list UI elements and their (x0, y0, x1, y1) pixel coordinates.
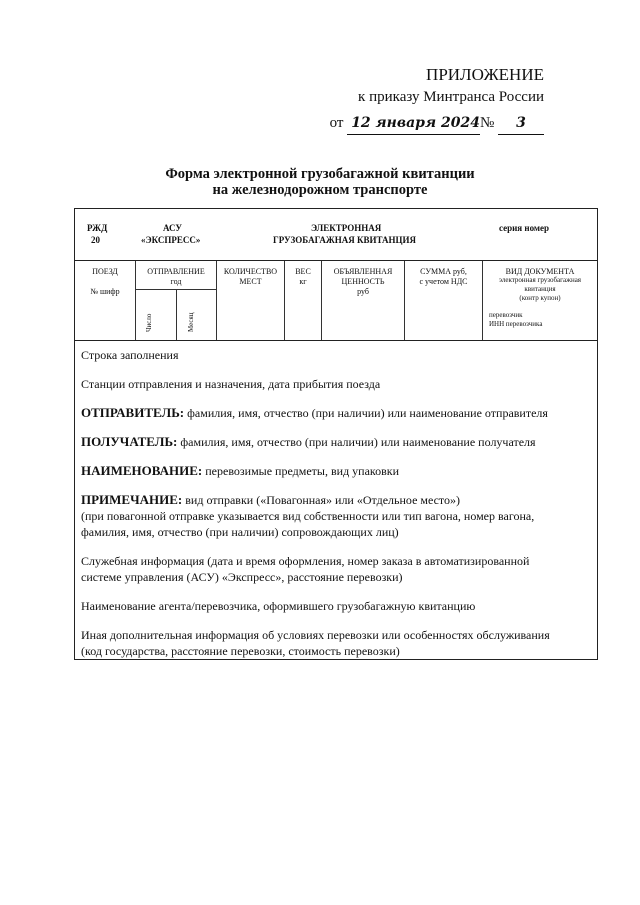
agent-line: Наименование агента/перевозчика, оформившего грузобагажную квитанцию (81, 599, 476, 613)
annex-title: ПРИЛОЖЕНИЕ (426, 65, 544, 84)
receipt-form (74, 208, 598, 660)
col-quantity-label: КОЛИЧЕСТВО (223, 267, 278, 276)
annex-block (330, 64, 544, 135)
asu-label: АСУ (163, 223, 183, 233)
col-weight-unit: кг (299, 277, 307, 286)
asu-name: «ЭКСПРЕСС» (141, 235, 201, 245)
handwritten-number: 3 (498, 112, 544, 135)
col-doc-label: ВИД ДОКУМЕНТА (505, 267, 575, 276)
col-departure-month: Месяц (187, 312, 195, 332)
doc-title-line-2: ГРУЗОБАГАЖНАЯ КВИТАНЦИЯ (273, 235, 417, 245)
col-doc-line-2: электронная грузобагажная (498, 276, 582, 284)
doc-title-line-1: ЭЛЕКТРОННАЯ (311, 223, 382, 233)
number-prefix: № (479, 115, 495, 131)
annex-subtitle: к приказу Минтранса России (358, 89, 544, 105)
col-doc-inn: ИНН перевозчика (489, 320, 543, 328)
col-train-label: ПОЕЗД (92, 267, 118, 276)
handwritten-date: 12 января 2024 (347, 112, 480, 135)
col-departure-day: Число (145, 313, 153, 332)
annex-date-line (330, 112, 544, 135)
col-doc-line-3: квитанция (524, 285, 556, 293)
col-quantity (217, 261, 285, 340)
column-headers (75, 261, 597, 341)
form-title-line-1: Форма электронной грузобагажной квитанции (165, 166, 475, 182)
service-info: Служебная информация (дата и время оформления, номер заказа в автоматизированной системе управления (АСУ) «Экспресс», расстояние перевозки) (81, 554, 530, 584)
col-doc-line-4: (контр купон) (519, 294, 561, 302)
form-title-line-2: на железнодорожном транспорте (212, 182, 428, 198)
note-block: ПРИМЕЧАНИЕ: вид отправки («Повагонная» или «Отдельное место») (при повагонной отправке указывается вид собственности или тип вагона, номер вагона, фамилия, имя, отчество (при наличии) сопровождающих лиц) (81, 492, 535, 539)
col-quantity-sub: МЕСТ (239, 277, 262, 286)
goods-line: НАИМЕНОВАНИЕ: перевозимые предметы, вид упаковки (81, 463, 400, 478)
col-doc-carrier: перевозчик (489, 311, 523, 319)
col-departure-year: год (170, 277, 182, 286)
date-prefix: от (329, 115, 344, 131)
col-train-sub: № шифр (90, 287, 120, 296)
form-title (0, 166, 640, 198)
col-declared-value (322, 261, 405, 340)
form-body (81, 347, 591, 672)
col-doc-type (483, 261, 597, 340)
form-header (75, 209, 597, 261)
col-value-unit: руб (357, 287, 369, 296)
rzd-label: РЖД (87, 223, 108, 233)
col-departure-label: ОТПРАВЛЕНИЕ (147, 267, 205, 276)
other-info: Иная дополнительная информация об условиях перевозки или особенностях обслуживания (код государства, расстояние перевозки, стоимость перевозки) (81, 628, 550, 658)
col-value-label-1: ОБЪЯВЛЕННАЯ (333, 267, 393, 276)
rzd-code: 20 (91, 235, 100, 245)
fill-line: Строка заполнения (81, 348, 179, 362)
col-weight-label: ВЕС (295, 267, 311, 276)
col-value-label-2: ЦЕННОСТЬ (341, 277, 385, 286)
receiver-line: ПОЛУЧАТЕЛЬ: фамилия, имя, отчество (при наличии) или наименование получателя (81, 434, 536, 449)
col-sum-label: СУММА руб, (420, 267, 467, 276)
sender-line: ОТПРАВИТЕЛЬ: фамилия, имя, отчество (при наличии) или наименование отправителя (81, 405, 548, 420)
stations-line: Станции отправления и назначения, дата прибытия поезда (81, 377, 381, 391)
col-departure (136, 261, 217, 340)
col-sum (405, 261, 483, 340)
col-weight (285, 261, 322, 340)
col-sum-sub: с учетом НДС (419, 277, 468, 286)
col-train (75, 261, 136, 340)
series-number: серия номер (499, 223, 550, 233)
